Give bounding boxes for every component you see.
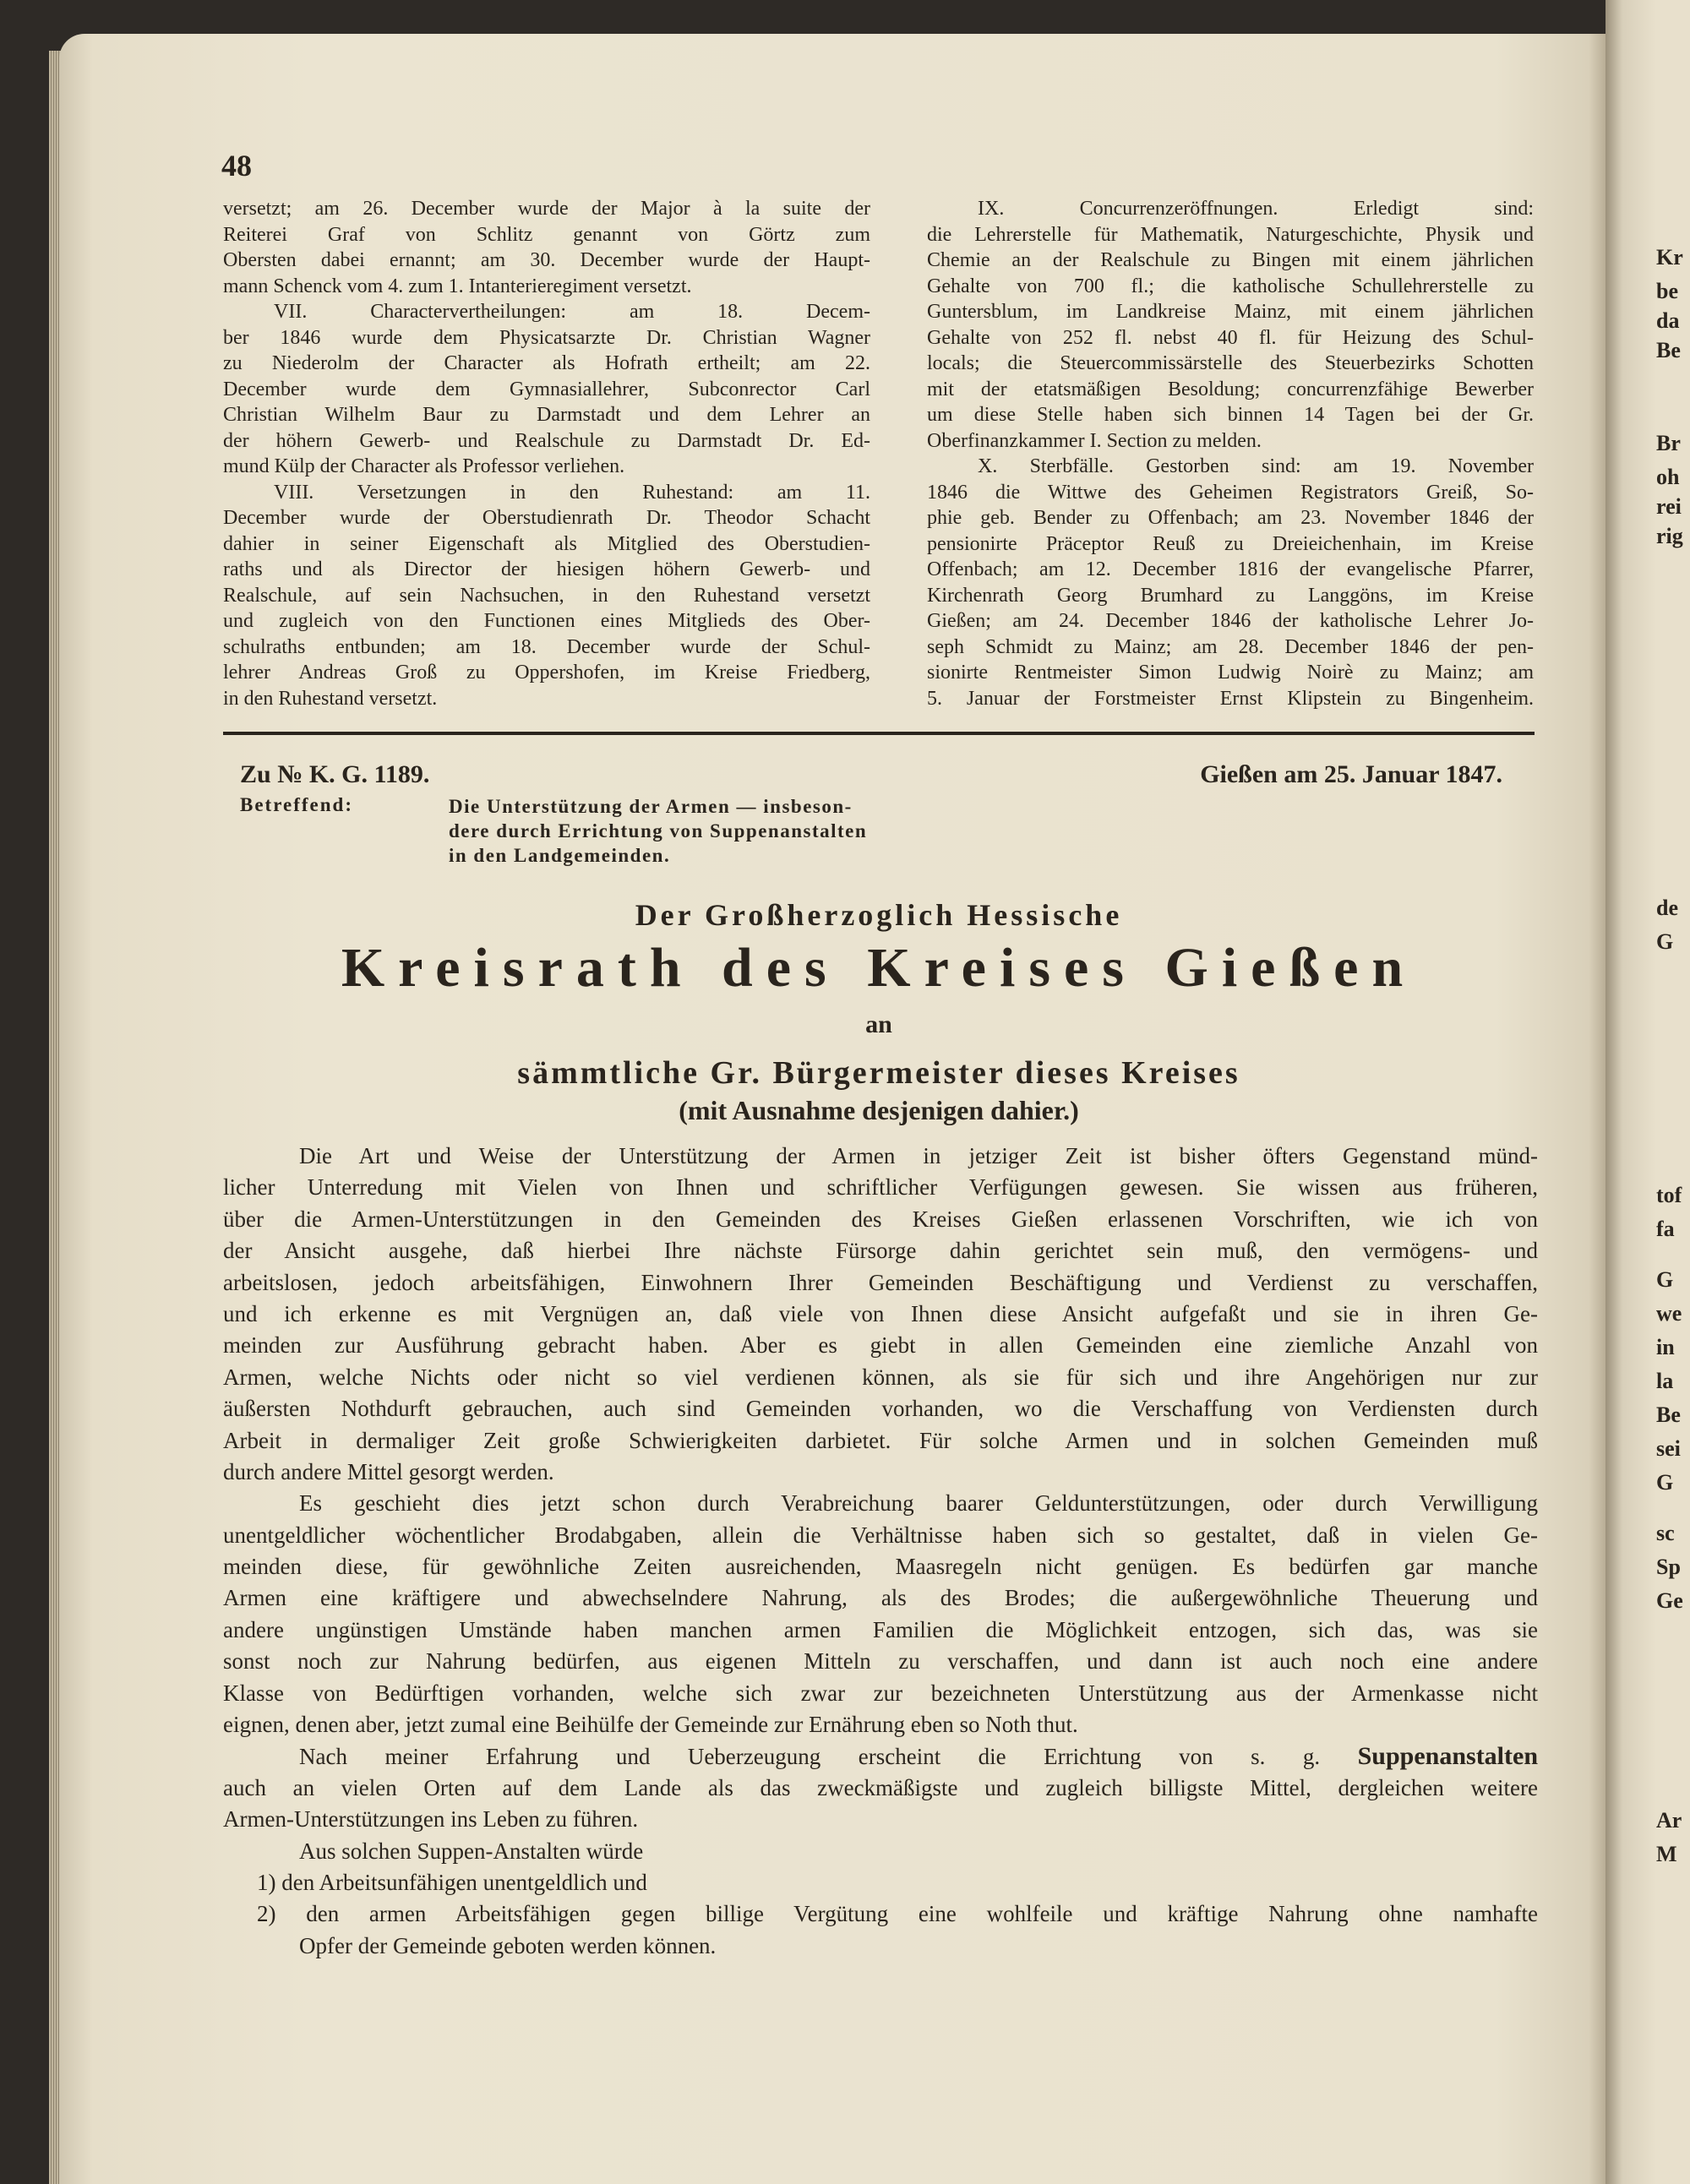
subject-label: Betreffend:: [240, 794, 353, 815]
line-text: unentgeldlicher wöchentlicher Brodabgaben, allein die Verhältnisse haben sich so gestaltet, daß in vielen Ge-: [223, 1522, 1538, 1548]
next-page-fragment: G: [1656, 929, 1674, 954]
heading-addressees: sämmtliche Gr. Bürgermeister dieses Kreises: [517, 1055, 1240, 1091]
text-line: [927, 505, 1534, 531]
line-text: über die Armen-Unterstützungen in den Gemeinden des Kreises Gießen erlassenen Vorschriften, wie ich von: [223, 1206, 1538, 1232]
line-text: locals; die Steuercommissärstelle des Steuerbezirks Schotten: [927, 352, 1534, 374]
next-page-fragment: Sp: [1656, 1555, 1681, 1579]
next-page-fragment: be: [1656, 279, 1678, 303]
line-text: andere ungünstigen Umstände haben manchen armen Familien die Möglichkeit entzogen, sich das, was sie: [223, 1616, 1538, 1642]
next-page-fragment: da: [1656, 308, 1680, 333]
text-line: [223, 1867, 1538, 1898]
next-page-fragment: G: [1656, 1267, 1674, 1292]
line-text: 5. Januar der Forstmeister Ernst Klipstein zu Bingenheim.: [927, 687, 1534, 710]
line-text: Realschule, auf sein Nachsuchen, in den Ruhestand versetzt: [223, 584, 870, 607]
text-line: [927, 428, 1534, 455]
line-text: der Ansicht ausgehe, daß hierbei Ihre nächste Fürsorge dahin gerichtet sein muß, den vermögens- und: [223, 1238, 1538, 1264]
line-text: raths und als Director der hiesigen höhern Gewerb- und: [223, 558, 870, 580]
text-line: [223, 428, 870, 455]
reference-number: Zu № K. G. 1189.: [240, 760, 430, 788]
next-page-fragment: Kr: [1656, 245, 1683, 270]
text-line: [223, 480, 870, 506]
subject-text: [449, 794, 867, 868]
text-line: [223, 1709, 1538, 1740]
line-text: 1846 die Wittwe des Geheimen Registrators Greiß, So-: [927, 481, 1534, 504]
place-date: Gießen am 25. Januar 1847.: [1200, 760, 1502, 788]
line-text: und ich erkenne es mit Vergnügen an, daß viele von Ihnen diese Ansicht aufgefaßt und sie in ihren Ge-: [223, 1300, 1538, 1326]
text-line: [927, 274, 1534, 300]
text-line: [223, 1425, 1538, 1457]
text-line: [927, 531, 1534, 558]
text-line: [223, 248, 870, 274]
text-line: [223, 1615, 1538, 1646]
line-text: Aus solchen Suppen-Anstalten würde: [299, 1838, 644, 1864]
line-text: ber 1846 wurde dem Physicatsarzte Dr. Christian Wagner: [223, 326, 870, 349]
next-page-fragment: la: [1656, 1369, 1674, 1393]
line-text: arbeitslosen, jedoch arbeitsfähigen, Einwohnern Ihrer Gemeinden Beschäftigung und Verdienst zu verschaffen,: [223, 1269, 1538, 1295]
next-page-fragment: Ge: [1656, 1588, 1683, 1613]
text-line: [223, 1488, 1538, 1519]
text-line: [223, 557, 870, 583]
text-line: [927, 377, 1534, 403]
text-line: [223, 1393, 1538, 1424]
line-text: licher Unterredung mit Vielen von Ihnen und schriftlicher Verfügungen gewesen. Sie wissen aus früheren,: [223, 1174, 1538, 1201]
line-text: Armen-Unterstützungen ins Leben zu führen.: [223, 1806, 639, 1833]
text-line: [223, 1551, 1538, 1582]
text-line: [223, 274, 870, 300]
text-line: [223, 1141, 1538, 1172]
text-line: [223, 686, 870, 712]
text-line: [927, 402, 1534, 428]
subject-line: in den Landgemeinden.: [449, 845, 671, 866]
line-text: in den Ruhestand versetzt.: [223, 687, 438, 710]
text-line: [223, 531, 870, 558]
subject-line: Die Unterstützung der Armen — insbeson-: [449, 796, 853, 817]
text-line: [223, 1267, 1538, 1299]
text-line: [223, 505, 870, 531]
text-line: [927, 248, 1534, 274]
line-text: sonst noch zur Nahrung bedürfen, aus eigenen Mitteln zu verschaffen, und dann ist auch noch eine andere: [223, 1648, 1538, 1675]
emphasized-term: Suppenanstalten: [1357, 1742, 1538, 1771]
next-page-fragment: rig: [1656, 524, 1683, 548]
text-line: [223, 1582, 1538, 1614]
text-line: [223, 1773, 1538, 1804]
text-line: [223, 1362, 1538, 1393]
text-line: [927, 222, 1534, 248]
line-text: Nach meiner Erfahrung und Ueberzeugung erscheint die Errichtung von s. g.: [299, 1744, 1321, 1770]
text-line: [223, 325, 870, 351]
text-line: [927, 686, 1534, 712]
text-line: [223, 1898, 1538, 1930]
line-text: meinden zur Ausführung gebracht haben. Aber es giebt in allen Gemeinden eine ziemliche Anzahl von: [223, 1332, 1538, 1359]
next-page-fragment: we: [1656, 1301, 1682, 1326]
line-text: December wurde dem Gymnasiallehrer, Subconrector Carl: [223, 378, 870, 400]
text-line: [223, 1931, 1538, 1962]
line-text: sionirte Rentmeister Simon Ludwig Noirè zu Mainz; am: [927, 662, 1534, 684]
text-line: [927, 196, 1534, 222]
line-text: Opfer der Gemeinde geboten werden können.: [299, 1932, 717, 1958]
line-text: Oberfinanzkammer I. Section zu melden.: [927, 429, 1262, 452]
line-text: Arbeit in dermaliger Zeit große Schwierigkeiten darbietet. Für solche Armen und in solchen Gemeinden muß: [223, 1427, 1538, 1453]
next-page-fragment: Be: [1656, 338, 1681, 362]
next-page-fragment: sei: [1656, 1436, 1681, 1461]
line-text: eignen, denen aber, jetzt zumal eine Beihülfe der Gemeinde zur Ernährung eben so Noth thut.: [223, 1712, 1078, 1738]
next-page-fragment: tof: [1656, 1183, 1682, 1207]
text-line: [223, 1646, 1538, 1677]
heading-authority: Der Großherzoglich Hessische: [635, 898, 1123, 932]
next-page-fragment: Be: [1656, 1402, 1681, 1427]
line-text: Gehalte von 700 fl.; die katholische Schullehrerstelle zu: [927, 275, 1534, 297]
section-divider: [223, 732, 1535, 735]
line-text: Christian Wilhelm Baur zu Darmstadt und dem Lehrer an: [223, 404, 870, 426]
text-line: [223, 1204, 1538, 1235]
text-line: [927, 608, 1534, 635]
next-page-fragment: G: [1656, 1470, 1674, 1495]
next-page-fragment: Ar: [1656, 1808, 1682, 1833]
line-text: phie geb. Bender zu Offenbach; am 23. November 1846 der: [927, 507, 1534, 529]
line-text: Reiterei Graf von Schlitz genannt von Görtz zum: [223, 223, 870, 246]
text-line: [223, 1172, 1538, 1203]
text-line: [223, 1740, 1538, 1772]
text-line: [223, 1299, 1538, 1330]
text-line: [223, 377, 870, 403]
line-text: Chemie an der Realschule zu Bingen mit einem jährlichen: [927, 249, 1534, 271]
text-line: [223, 1520, 1538, 1551]
line-text: 1) den Arbeitsunfähigen unentgeldlich und: [257, 1869, 647, 1895]
line-text: auch an vielen Orten auf dem Lande als das zweckmäßigste und zugleich billigste Mittel, dergleichen weitere: [223, 1774, 1538, 1800]
line-text: versetzt; am 26. December wurde der Major à la suite der: [223, 198, 870, 220]
line-text: pensionirte Präceptor Reuß zu Dreieichenhain, im Kreise: [927, 532, 1534, 555]
line-text: 2) den armen Arbeitsfähigen gegen billige Vergütung eine wohlfeile und kräftige Nahrung ohne namhafte: [257, 1901, 1538, 1927]
text-line: [223, 660, 870, 686]
line-text: lehrer Andreas Groß zu Oppershofen, im Kreise Friedberg,: [223, 662, 870, 684]
line-text: seph Schmidt zu Mainz; am 28. December 1846 der pen-: [927, 635, 1534, 658]
text-line: [223, 608, 870, 635]
text-line: [223, 402, 870, 428]
line-text: Armen, welche Nichts oder nicht so viel verdienen können, als sie für sich und ihre Angehörigen nur zur: [223, 1364, 1538, 1390]
line-text: schulraths entbunden; am 18. December wurde der Schul-: [223, 635, 870, 658]
line-text: die Lehrerstelle für Mathematik, Naturgeschichte, Physik und: [927, 223, 1534, 246]
next-page-fragment: M: [1656, 1842, 1677, 1866]
text-line: [223, 351, 870, 377]
text-line: [223, 1457, 1538, 1488]
line-text: Obersten dabei ernannt; am 30. December wurde der Haupt-: [223, 249, 870, 271]
line-text: Guntersblum, im Landkreise Mainz, mit einem jährlichen: [927, 301, 1534, 323]
line-text: äußersten Nothdurft gebrauchen, auch sind Gemeinden vorhanden, wo die Verschaffung von Verdiensten durch: [223, 1396, 1538, 1422]
line-text: mit der etatsmäßigen Besoldung; concurrenzfähige Bewerber: [927, 378, 1534, 400]
next-page-fragment: sc: [1656, 1521, 1675, 1545]
text-line: [223, 583, 870, 609]
text-line: [927, 583, 1534, 609]
line-text: und zugleich von den Functionen eines Mitglieds des Ober-: [223, 610, 870, 632]
line-text: Gehalte von 252 fl. nebst 40 fl. für Heizung des Schul-: [927, 326, 1534, 349]
line-text: dahier in seiner Eigenschaft als Mitglied des Oberstudien-: [223, 532, 870, 555]
text-line: [927, 660, 1534, 686]
line-text: December wurde der Oberstudienrath Dr. Theodor Schacht: [223, 507, 870, 529]
left-column-text: [223, 196, 870, 711]
text-line: [223, 196, 870, 222]
line-text: Offenbach; am 12. December 1816 der evangelische Pfarrer,: [927, 558, 1534, 580]
decree-body: [223, 1141, 1538, 1962]
next-page-fragment: oh: [1656, 465, 1680, 489]
text-line: [223, 1836, 1538, 1867]
text-line: [927, 299, 1534, 325]
line-text: VIII. Versetzungen in den Ruhestand: am 11.: [274, 481, 870, 504]
next-page-fragment: fa: [1656, 1217, 1675, 1241]
right-column-text: [927, 196, 1534, 711]
line-text: X. Sterbfälle. Gestorben sind: am 19. November: [978, 455, 1534, 477]
line-text: Kirchenrath Georg Brumhard zu Langgöns, im Kreise: [927, 584, 1534, 607]
line-text: meinden diese, für gewöhnliche Zeiten ausreichenden, Maasregeln nicht genügen. Es bedürfen gar manche: [223, 1554, 1538, 1580]
text-line: [223, 222, 870, 248]
line-text: Klasse von Bedürftigen vorhanden, welche sich zwar zur bezeichneten Unterstützung aus der Armenkasse nicht: [223, 1680, 1538, 1706]
subject-line: dere durch Errichtung von Suppenanstalten: [449, 820, 868, 841]
line-text: Gießen; am 24. December 1846 der katholische Lehrer Jo-: [927, 610, 1534, 632]
line-text: um diese Stelle haben sich binnen 14 Tagen bei der Gr.: [927, 404, 1534, 426]
page-number: 48: [221, 149, 252, 182]
line-text: zu Niederolm der Character als Hofrath ertheilt; am 22.: [223, 352, 870, 374]
text-line: [927, 325, 1534, 351]
heading-exception: (mit Ausnahme desjenigen dahier.): [679, 1095, 1079, 1125]
text-line: [223, 1678, 1538, 1709]
line-text: der höhern Gewerb- und Realschule zu Darmstadt Dr. Ed-: [223, 429, 870, 452]
line-text: VII. Charactervertheilungen: am 18. Decem-: [274, 301, 870, 323]
next-page-fragment: rei: [1656, 494, 1682, 519]
line-text: durch andere Mittel gesorgt werden.: [223, 1458, 554, 1484]
text-line: [927, 480, 1534, 506]
text-line: [927, 351, 1534, 377]
next-page-fragment: in: [1656, 1335, 1675, 1359]
next-page-fragment: de: [1656, 896, 1678, 920]
line-text: mann Schenck vom 4. zum 1. Intanterieregiment versetzt.: [223, 275, 692, 297]
text-line: [927, 454, 1534, 480]
text-line: [223, 1235, 1538, 1266]
text-line: [223, 454, 870, 480]
line-text: Armen eine kräftigere und abwechselndere Nahrung, als des Brodes; die außergewöhnliche Theuerung und: [223, 1585, 1538, 1611]
text-line: [223, 1330, 1538, 1361]
text-line: [927, 635, 1534, 661]
line-text: Es geschieht dies jetzt schon durch Verabreichung baarer Geldunterstützungen, oder durch Verwilligung: [299, 1490, 1538, 1517]
heading-an: an: [865, 1010, 892, 1038]
line-text: mund Külp der Character als Professor verliehen.: [223, 455, 625, 477]
text-line: [223, 1804, 1538, 1835]
line-text: Die Art und Weise der Unterstützung der Armen in jetziger Zeit ist bisher öfters Gegenstand münd-: [299, 1143, 1538, 1168]
text-line: [927, 557, 1534, 583]
text-line: [223, 299, 870, 325]
next-page-fragment: Br: [1656, 431, 1681, 455]
text-line: [223, 635, 870, 661]
heading-title: Kreisrath des Kreises Gießen: [341, 937, 1417, 999]
line-text: IX. Concurrenzeröffnungen. Erledigt sind:: [978, 198, 1534, 220]
